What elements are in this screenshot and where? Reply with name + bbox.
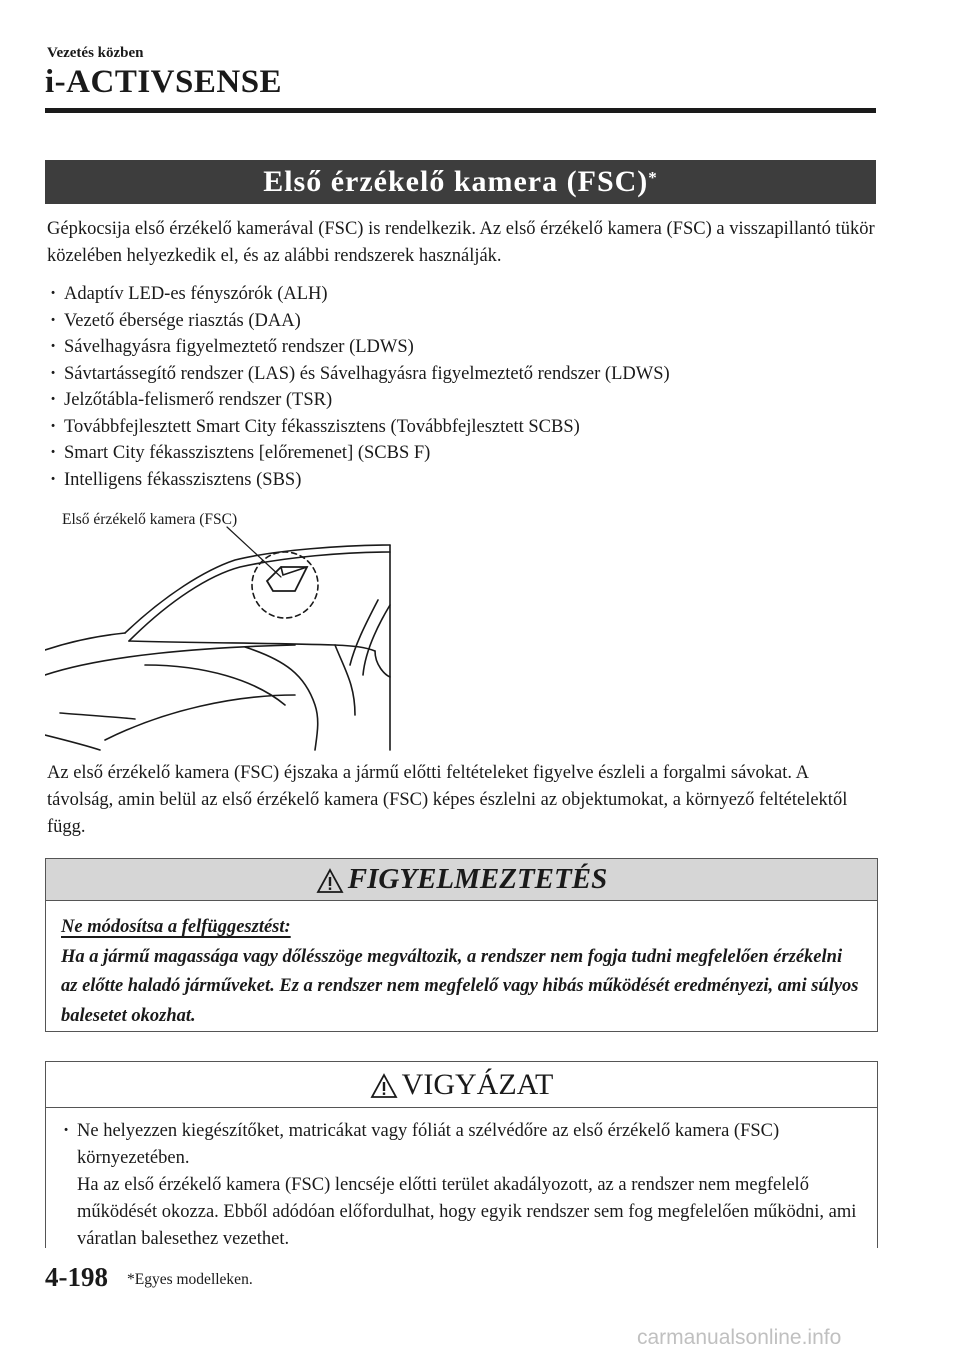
warning-triangle-icon: [316, 868, 344, 894]
list-item: · Sávtartássegítő rendszer (LAS) és Sávelhagyásra figyelmeztető rendszer (LDWS): [48, 361, 670, 388]
caution-header: [46, 1062, 877, 1108]
list-item: · Továbbfejlesztett Smart City fékasszisztens (Továbbfejlesztett SCBS): [48, 414, 670, 441]
list-item: · Sávelhagyásra figyelmeztető rendszer (LDWS): [48, 334, 670, 361]
chapter-title: i-ACTIVSENSE: [45, 64, 283, 100]
page-title-bar: [45, 160, 876, 204]
list-item: · Vezető ébersége riasztás (DAA): [48, 308, 670, 335]
caution-triangle-icon: [370, 1073, 398, 1099]
warning-box: [45, 858, 878, 1032]
warning-header: [46, 859, 877, 901]
description-paragraph: Az első érzékelő kamera (FSC) éjszaka a jármű előtti feltételeket figyelve észleli a forgalmi sávokat. A távolság, amin belül az első érzékelő kamera (FSC) képes észlelni az objektumokat, a környező feltételektől függ.: [47, 763, 848, 837]
list-item: · Intelligens fékasszisztens (SBS): [48, 467, 670, 494]
warning-text: Ha a jármű magassága vagy dőlésszöge megváltozik, a rendszer nem fogja tudni megfelelően érzékelni az előtte haladó járműveket. Ez a rendszer nem megfelelő vagy hibás működését eredményezi, ami súlyos balesetet okozhat.: [61, 946, 859, 1026]
caution-heading: VIGYÁZAT: [401, 1067, 554, 1101]
footnote: *Egyes modelleken.: [127, 1271, 253, 1288]
system-list: [48, 281, 670, 493]
list-item: · Smart City fékasszisztens [előremenet] (SCBS F): [48, 440, 670, 467]
page-number: 4-198: [45, 1262, 108, 1292]
caution-body: [46, 1108, 877, 1253]
figure-label: Első érzékelő kamera (FSC): [62, 511, 238, 528]
warning-subheading: Ne módosítsa a felfüggesztést:: [61, 917, 291, 937]
list-item: · Jelzőtábla-felismerő rendszer (TSR): [48, 387, 670, 414]
caution-box: [45, 1061, 878, 1248]
warning-body: [46, 901, 877, 1031]
caution-item: · Ne helyezzen kiegészítőket, matricákat vagy fóliát a szélvédőre az első érzékelő kamera (FSC) környezetében.: [61, 1118, 862, 1172]
camera-location-illustration: [45, 505, 405, 755]
intro-paragraph: Gépkocsija első érzékelő kamerával (FSC) is rendelkezik. Az első érzékelő kamera (FSC) a visszapillantó tükör közelében helyezkedik el, és az alábbi rendszerek használják.: [47, 219, 875, 266]
warning-heading: FIGYELMEZTETÉS: [347, 863, 608, 895]
header-rule: [45, 108, 876, 113]
list-item: · Adaptív LED-es fényszórók (ALH): [48, 281, 670, 308]
page-title: Első érzékelő kamera (FSC): [263, 165, 649, 198]
title-marker: *: [648, 168, 658, 187]
caution-detail: Ha az első érzékelő kamera (FSC) lencséje előtti terület akadályozott, az a rendszer nem megfelelő működését okozza. Ebből adódóan előfordulhat, hogy egyik rendszer sem fog megfelelően működni, ami váratlan balesethez vezethet.: [77, 1175, 857, 1249]
section-label: Vezetés közben: [47, 45, 144, 61]
watermark: carmanualsonline.info: [637, 1326, 842, 1349]
